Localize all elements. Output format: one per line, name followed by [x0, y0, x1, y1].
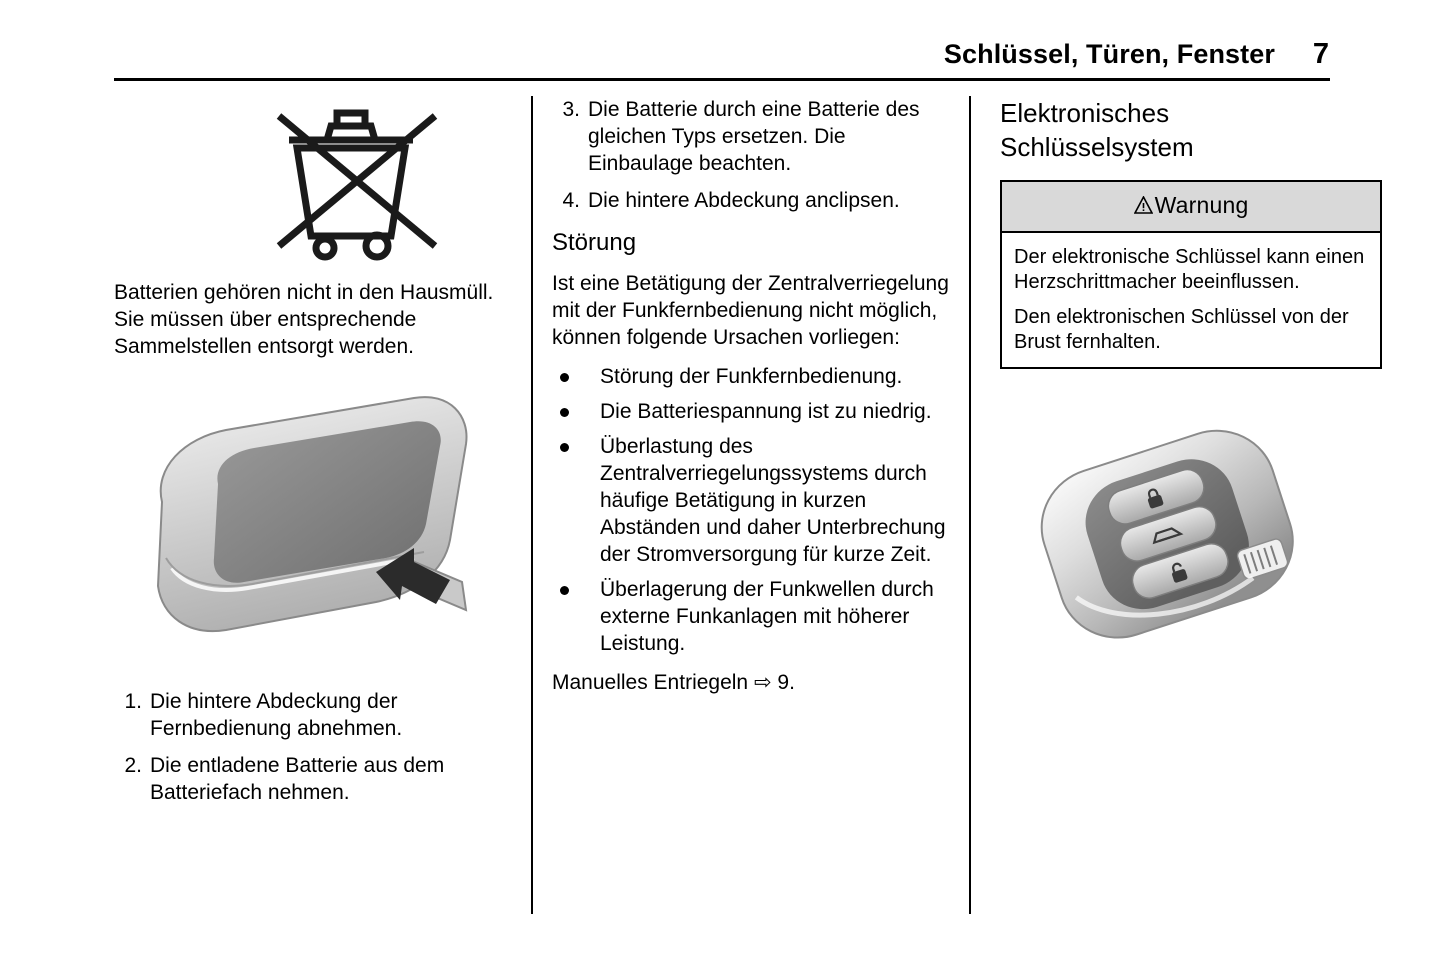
list-item-text: Überlastung des Zentralverriegelungssystems durch häufige Betätigung in kurzen Abständen und daher Unterbrechung der Stromversorgung für kurze Zeit. — [600, 435, 946, 566]
section-heading-electronic-key-system: Elektronisches Schlüsselsystem — [1000, 98, 1194, 162]
warning-paragraph-2: Den elektronischen Schlüssel von der Brust fernhalten. — [1014, 306, 1349, 353]
cross-reference-arrow-icon: ⇨ — [753, 671, 772, 694]
battery-steps-list-part2 — [552, 96, 952, 214]
section-heading-stoerung: Störung — [552, 229, 637, 256]
list-item-number: 1. — [124, 690, 142, 713]
warning-box — [1000, 180, 1382, 369]
list-item-text: Überlagerung der Funkwellen durch externe Funkanlagen mit höherer Leistung. — [600, 578, 934, 655]
list-item-number: 2. — [124, 754, 142, 777]
list-item — [114, 752, 509, 806]
battery-disposal-paragraph: Batterien gehören nicht in den Hausmüll. Sie müssen über entsprechende Sammelstellen entsorgt werden. — [114, 281, 494, 358]
list-item — [552, 576, 952, 657]
list-item-text: Störung der Funkfernbedienung. — [600, 365, 903, 388]
page-number: 7 — [1312, 38, 1329, 70]
list-item — [552, 187, 952, 214]
bullet-dot-icon — [560, 408, 569, 417]
cross-reference-manual-unlock — [552, 669, 952, 696]
column-2 — [552, 96, 952, 708]
warning-label: Warnung — [1154, 192, 1249, 218]
list-item-text: Die hintere Abdeckung der Fernbedienung abnehmen. — [150, 690, 403, 740]
malfunction-intro-paragraph: Ist eine Betätigung der Zentralverriegelung mit der Funkfernbedienung nicht möglich, können folgende Ursachen vorliegen: — [552, 272, 949, 349]
column-1 — [114, 96, 509, 816]
list-item-text: Die Batterie durch eine Batterie des gleichen Typs ersetzen. Die Einbaulage beachten. — [588, 98, 920, 175]
list-item-text: Die Batteriespannung ist zu niedrig. — [600, 400, 932, 423]
list-item — [552, 363, 952, 390]
warning-paragraph-1: Der elektronische Schlüssel kann einen Herzschrittmacher beeinflussen. — [1014, 246, 1365, 293]
column-divider-2 — [969, 96, 971, 914]
malfunction-causes-list — [552, 363, 952, 657]
list-item-number: 4. — [562, 189, 580, 212]
page-header — [114, 38, 1329, 71]
crossed-out-wheelie-bin-icon — [114, 96, 509, 261]
list-item — [552, 398, 952, 425]
cross-reference-page: 9. — [777, 671, 795, 694]
list-item-number: 3. — [562, 98, 580, 121]
header-divider — [114, 78, 1330, 81]
electronic-key-three-buttons-illustration — [1000, 387, 1330, 687]
list-item — [552, 96, 952, 177]
page-title: Schlüssel, Türen, Fenster — [943, 39, 1275, 69]
column-divider-1 — [531, 96, 533, 914]
list-item — [552, 433, 952, 568]
warning-box-body — [1002, 233, 1380, 367]
bullet-dot-icon — [560, 586, 569, 595]
list-item-text: Die entladene Batterie aus dem Batteriefach nehmen. — [150, 754, 445, 804]
warning-box-title — [1002, 182, 1380, 233]
warning-triangle-icon — [1134, 193, 1153, 220]
list-item — [114, 688, 509, 742]
bullet-dot-icon — [560, 373, 569, 382]
list-item-text: Die hintere Abdeckung anclipsen. — [588, 189, 900, 212]
column-3 — [1000, 96, 1365, 687]
remote-key-rear-cover-removal-illustration — [114, 372, 509, 672]
bullet-dot-icon — [560, 443, 569, 452]
battery-steps-list-part1 — [114, 688, 509, 806]
cross-reference-label: Manuelles Entriegeln — [552, 671, 749, 694]
